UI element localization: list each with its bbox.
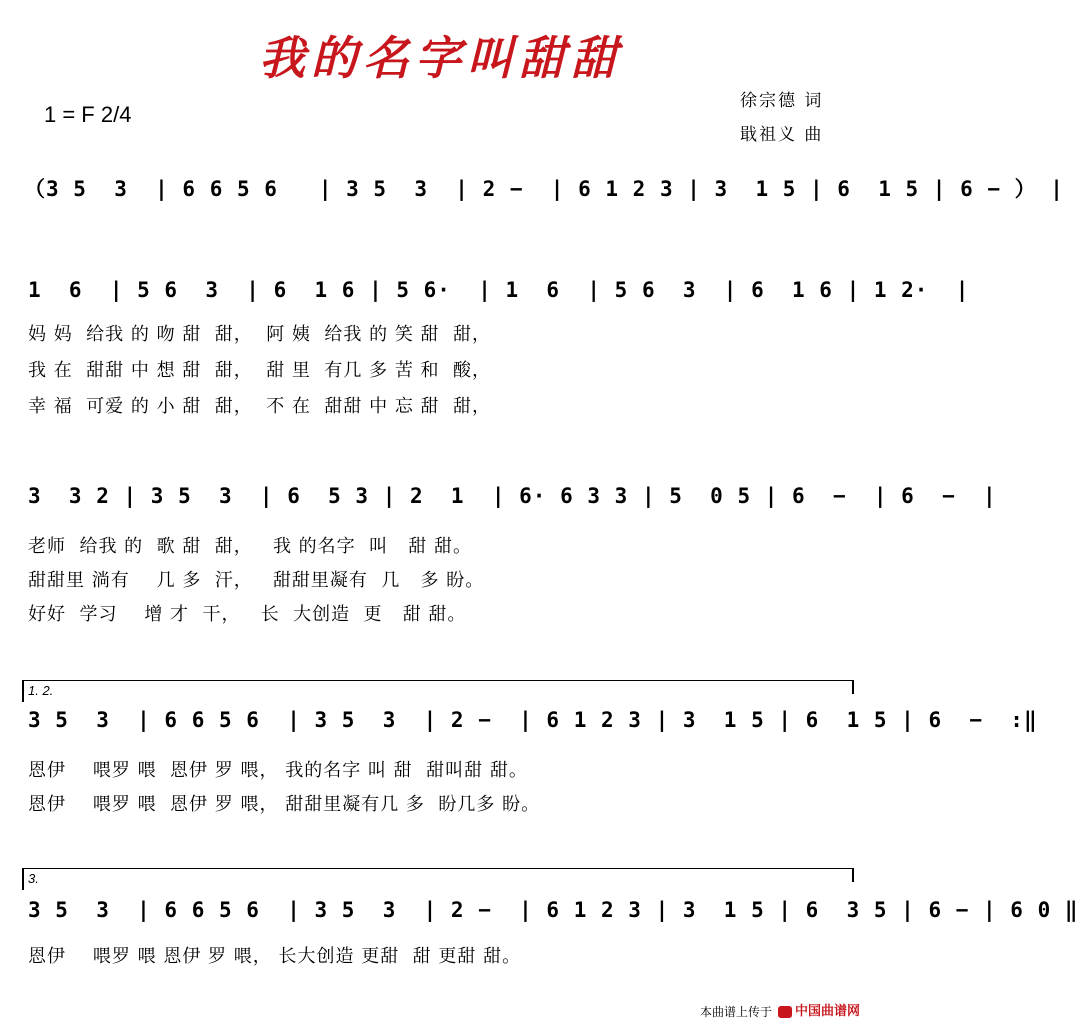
intro-notes: （3 5 3 | 6 6 5 6 | 3 5 3 | 2 − | 6 1 2 3 | 3 1 5 | 6 1 5 | 6 − ） | xyxy=(24,177,1064,201)
verse-line2-notes: 3 3 2 | 3 5 3 | 6 5 3 | 2 1 | 6· 6 3 3 | 5 0 5 | 6 − | 6 − | xyxy=(28,484,997,508)
ending1-notes: 3 5 3 | 6 6 5 6 | 3 5 3 | 2 − | 6 1 2 3 | 3 1 5 | 6 1 5 | 6 − :‖ xyxy=(28,708,1038,732)
upload-note: 本曲谱上传于 xyxy=(699,1005,772,1019)
volta-3-bracket-right xyxy=(852,868,854,882)
verse-line1-lyric-1: 妈 妈 给我 的 吻 甜 甜， 阿 姨 给我 的 笑 甜 甜， xyxy=(28,324,491,345)
volta-1-bracket-right xyxy=(852,680,854,694)
ending1-lyric-1: 恩伊 喂罗 喂 恩伊 罗 喂， 我的名字 叫 甜 甜叫甜 甜。 xyxy=(28,760,528,781)
key-signature: 1 = F 2/4 xyxy=(44,102,132,127)
site-logo[interactable] xyxy=(778,1000,860,1019)
verse-line1-lyric-2: 我 在 甜甜 中 想 甜 甜， 甜 里 有几 多 苦 和 酸， xyxy=(28,360,491,381)
volta-1-bracket-left xyxy=(22,680,24,702)
verse-line1-notes: 1 6 | 5 6 3 | 6 1 6 | 5 6· | 1 6 | 5 6 3 | 6 1 6 | 1 2· | xyxy=(28,278,970,302)
composer-credit: 戢祖义 曲 xyxy=(740,125,824,145)
verse-line2-lyric-1: 老师 给我 的 歌 甜 甜， 我 的名字 叫 甜 甜。 xyxy=(28,536,472,557)
site-logo-icon xyxy=(778,1006,792,1018)
ending2-lyric-1: 恩伊 喂罗 喂 恩伊 罗 喂， 长大创造 更甜 甜 更甜 甜。 xyxy=(28,946,522,967)
song-title: 我的名字叫甜甜 xyxy=(259,31,623,85)
volta-3-bracket-top xyxy=(22,868,854,869)
verse-line2-lyric-3: 好好 学习 增 才 干， 长 大创造 更 甜 甜。 xyxy=(28,604,467,625)
ending2-notes: 3 5 3 | 6 6 5 6 | 3 5 3 | 2 − | 6 1 2 3 | 3 1 5 | 6 3 5 | 6 − | 6 0 ‖ xyxy=(28,898,1079,922)
verse-line2-lyric-2: 甜甜里 淌有 几 多 汗， 甜甜里凝有 几 多 盼。 xyxy=(28,570,485,591)
ending1-lyric-2: 恩伊 喂罗 喂 恩伊 罗 喂， 甜甜里凝有几 多 盼几多 盼。 xyxy=(28,794,541,815)
volta-3-label: 3. xyxy=(28,871,39,886)
volta-1-bracket-top xyxy=(22,680,854,681)
site-logo-text: 中国曲谱网 xyxy=(795,1004,861,1019)
lyricist-credit: 徐宗德 词 xyxy=(740,91,824,111)
volta-1-label: 1. 2. xyxy=(28,683,54,698)
verse-line1-lyric-3: 幸 福 可爱 的 小 甜 甜， 不 在 甜甜 中 忘 甜 甜， xyxy=(28,396,491,417)
volta-3-bracket-left xyxy=(22,868,24,890)
